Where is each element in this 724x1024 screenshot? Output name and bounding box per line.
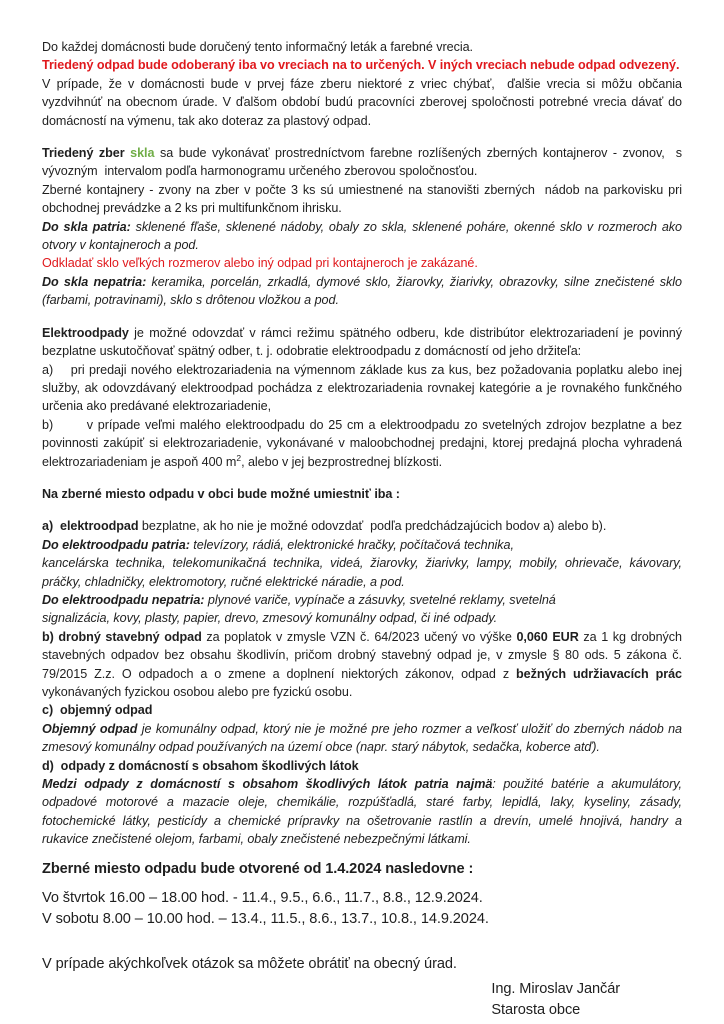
superscript-2: 2 (236, 452, 242, 463)
lead-in-label: Do elektroodpadu patria: (42, 537, 190, 552)
text-run-italic: televízory, rádiá, elektronické hračky, počítačová technika, (189, 537, 514, 552)
emphasis-text: bežných udržiavacích prác (516, 666, 682, 681)
glass-containers-paragraph (42, 181, 686, 218)
intro-paragraph (42, 75, 686, 130)
blank-line (42, 310, 682, 324)
text-run: V prípade, že v domácnosti bude v prvej fáze zberu niektoré z vriec chýbať, ďalšie vrecia si môžu občania vyzdvihnúť na obecnom úrade. V ďalšom období budú pracovníci zberovej spoločnosti potrebné vrecia dávať do domácností na výmenu, tak ako doteraz za plastový odpad. (42, 76, 686, 128)
item-label: b) drobný stavebný odpad (42, 629, 202, 644)
glass-allowed-paragraph (42, 218, 686, 255)
text-run: za 1 kg drobných stavebných odpadov bez obsahu škodlivín, pričom drobný stavebný odpad je, v zmysle § 80 ods. 5 zákona č. 79/2015 Z.z. O odpadoch a o zmene a doplnení niektorých zákonov, odpad z (42, 629, 686, 681)
text-run: bezplatne, ak ho nie je možné odovzdať podľa predchádzajúcich bodov a) alebo b). (138, 519, 607, 534)
lead-in-label: Do elektroodpadu nepatria: (42, 592, 205, 607)
text-run: Do každej domácnosti bude doručený tento informačný leták a farebné vrecia. (42, 40, 473, 54)
lead-in-label: Objemný odpad (42, 721, 138, 736)
electro-not-allowed-line1 (42, 591, 682, 609)
signatory-title: Starosta obce (491, 1001, 581, 1018)
item-label: c) objemný odpad (42, 703, 153, 718)
text-run: sa bude vykonávať prostredníctvom farebne rozlíšených zberných kontajnerov - zvonov, s vývozným intervalom podľa harmonogramu určeného zberovou spoločnosťou. (42, 146, 686, 179)
intro-line (42, 38, 682, 56)
opening-hours-saturday (42, 909, 682, 930)
lead-in-label: Elektroodpady (42, 325, 129, 340)
text-run: a) pri predaji nového elektrozariadenia na výmennom základe kus za kus, bez požadovania poplatku alebo inej služby, ak odovzdávaný elektroodpad pochádza z elektrozariadenia rovnakej kategórie a je rovnakého funkčného určenia ako predávané elektrozariadenie, (42, 362, 686, 414)
item-a-paragraph (42, 517, 682, 535)
warning-text: Triedený odpad bude odoberaný iba vo vreciach na to určených. V iných vreciach nebude odpad odvezený. (42, 58, 680, 73)
text-run: , alebo v jej bezprostrednej blízkosti. (241, 454, 443, 469)
blank-line (42, 503, 682, 517)
blank-line (42, 849, 682, 859)
signature-name (491, 979, 620, 1000)
bulky-waste-paragraph (42, 720, 686, 757)
electro-point-b (42, 416, 686, 471)
signature-block (491, 979, 620, 1021)
text-run-bold: Triedený zber (42, 146, 131, 161)
electro-allowed-line2 (42, 554, 686, 591)
contact-line (42, 954, 682, 975)
intro-warning (42, 56, 682, 74)
electro-not-allowed-line2 (42, 609, 682, 627)
opening-hours-heading (42, 859, 682, 880)
item-b-paragraph (42, 628, 686, 702)
text-run-italic: sklenené fľaše, sklenené nádoby, obaly zo skla, sklenené poháre, okenné sklo v rozmeroch ako otvory v kontajneroch a pod. (42, 219, 686, 253)
item-label: a) elektroodpad (42, 519, 139, 534)
opening-hours-thursday (42, 888, 682, 909)
text-run: V prípade akýchkoľvek otázok sa môžete obrátiť na obecný úrad. (42, 955, 457, 972)
text-run-italic: signalizácia, kovy, plasty, papier, drevo, zmesový komunálny odpad, či iné odpady. (42, 611, 498, 626)
text-run: je možné odovzdať v rámci režimu spätného odberu, kde distribútor elektrozariadení je povinný bezplatne uskutočňovať spätný odber, t. j. odobratie elektroodpadu z domácností od jeho držiteľa: (42, 325, 686, 359)
text-run-italic: kancelárska technika, telekomunikačná technika, videá, žiarovky, žiarivky, lampy, mobily, ohrievače, kávovary, práčky, chladničky, elektromotory, ručné elektrické náradie, a pod. (42, 556, 686, 589)
glass-not-allowed-paragraph (42, 273, 686, 310)
text-run-italic: : použité batérie a akumulátory, odpadové motorové a mazacie oleje, chemikálie, rozpúšťadlá, staré farby, lepidlá, laky, kyseliny, zásady, fotochemické látky, pesticídy a chemické prípravky na ošetrovanie rastlín a drevín, umelé hnojivá, handry a rukavice znečistené olejom, farbami, obaly znečistené nebezpečnými látkami. (42, 777, 686, 847)
heading-text: Na zberné miesto odpadu v obci bude možné umiestniť iba : (42, 486, 400, 501)
item-label: d) odpady z domácností s obsahom škodlivých látok (42, 758, 359, 773)
electro-lead-paragraph (42, 324, 686, 361)
text-run-italic: je komunálny odpad, ktorý nie je možné pre jeho rozmer a veľkosť uložiť do zberných nádob na zmesový komunálny odpad používaných na území obce (napr. starý nábytok, sedačka, koberce atď). (42, 721, 686, 755)
warning-text: Odkladať sklo veľkých rozmerov alebo iný odpad pri kontajneroch je zakázané. (42, 256, 478, 271)
lead-in-label: Do skla nepatria: (42, 274, 147, 289)
text-run: V sobotu 8.00 – 10.00 hod. – 13.4., 11.5., 8.6., 13.7., 10.8., 14.9.2024. (42, 910, 489, 927)
text-run-italic: plynové variče, vypínače a zásuvky, svetelné reklamy, svetelná (204, 592, 556, 607)
hazardous-waste-paragraph (42, 775, 686, 849)
electro-point-a (42, 361, 686, 416)
lead-in-label: Medzi odpady z domácností s obsahom škodlivých látok patria najmä (42, 777, 493, 792)
text-run-italic: keramika, porcelán, zrkadlá, dymové sklo, žiarovky, žiarivky, obrazovky, silne znečistené sklo (farbami, potravinami), sklo s drôtenou vložkou a pod. (42, 274, 686, 308)
lead-in-label: Do skla patria: (42, 219, 131, 234)
blank-line (42, 930, 682, 954)
blank-line (42, 471, 682, 485)
signatory-name: Ing. Miroslav Jančár (491, 980, 620, 997)
glass-warning (42, 254, 682, 272)
glass-sorting-paragraph (42, 144, 686, 181)
blank-line (42, 130, 682, 144)
price-value: 0,060 EUR (516, 629, 579, 644)
item-d-paragraph (42, 757, 682, 775)
text-run: Zberné kontajnery - zvony na zber v počte 3 ks sú umiestnené na stanovišti zberných nádob na parkovisku pri obchodnej prevádzke a 2 ks pri multifunkčnom ihrisku. (42, 182, 686, 216)
glass-keyword: skla (130, 146, 155, 161)
text-run: za poplatok v zmysle VZN č. 64/2023 učený vo výške (201, 629, 517, 644)
text-run: Vo štvrtok 16.00 – 18.00 hod. - 11.4., 9.5., 6.6., 11.7., 8.8., 12.9.2024. (42, 889, 483, 906)
text-run: b) v prípade veľmi malého elektroodpadu do 25 cm a elektroodpadu zo svetelných zdrojov bezplatne a bez povinnosti zakúpiť si elektrozariadenie, vykonávané v maloobchodnej predajni, ktorej predajná plocha vyhradená elektrozariadeniam je aspoň 400 m (42, 417, 686, 469)
electro-allowed-line1 (42, 536, 682, 554)
blank-line (42, 880, 682, 888)
signature-title (491, 1000, 620, 1021)
item-c-paragraph (42, 701, 682, 719)
text-run: vykonávaných fyzickou osobou alebo pre fyzickú osobu. (42, 666, 686, 699)
heading-text: Zberné miesto odpadu bude otvorené od 1.4.2024 nasledovne : (42, 860, 474, 877)
collection-point-heading (42, 485, 682, 503)
